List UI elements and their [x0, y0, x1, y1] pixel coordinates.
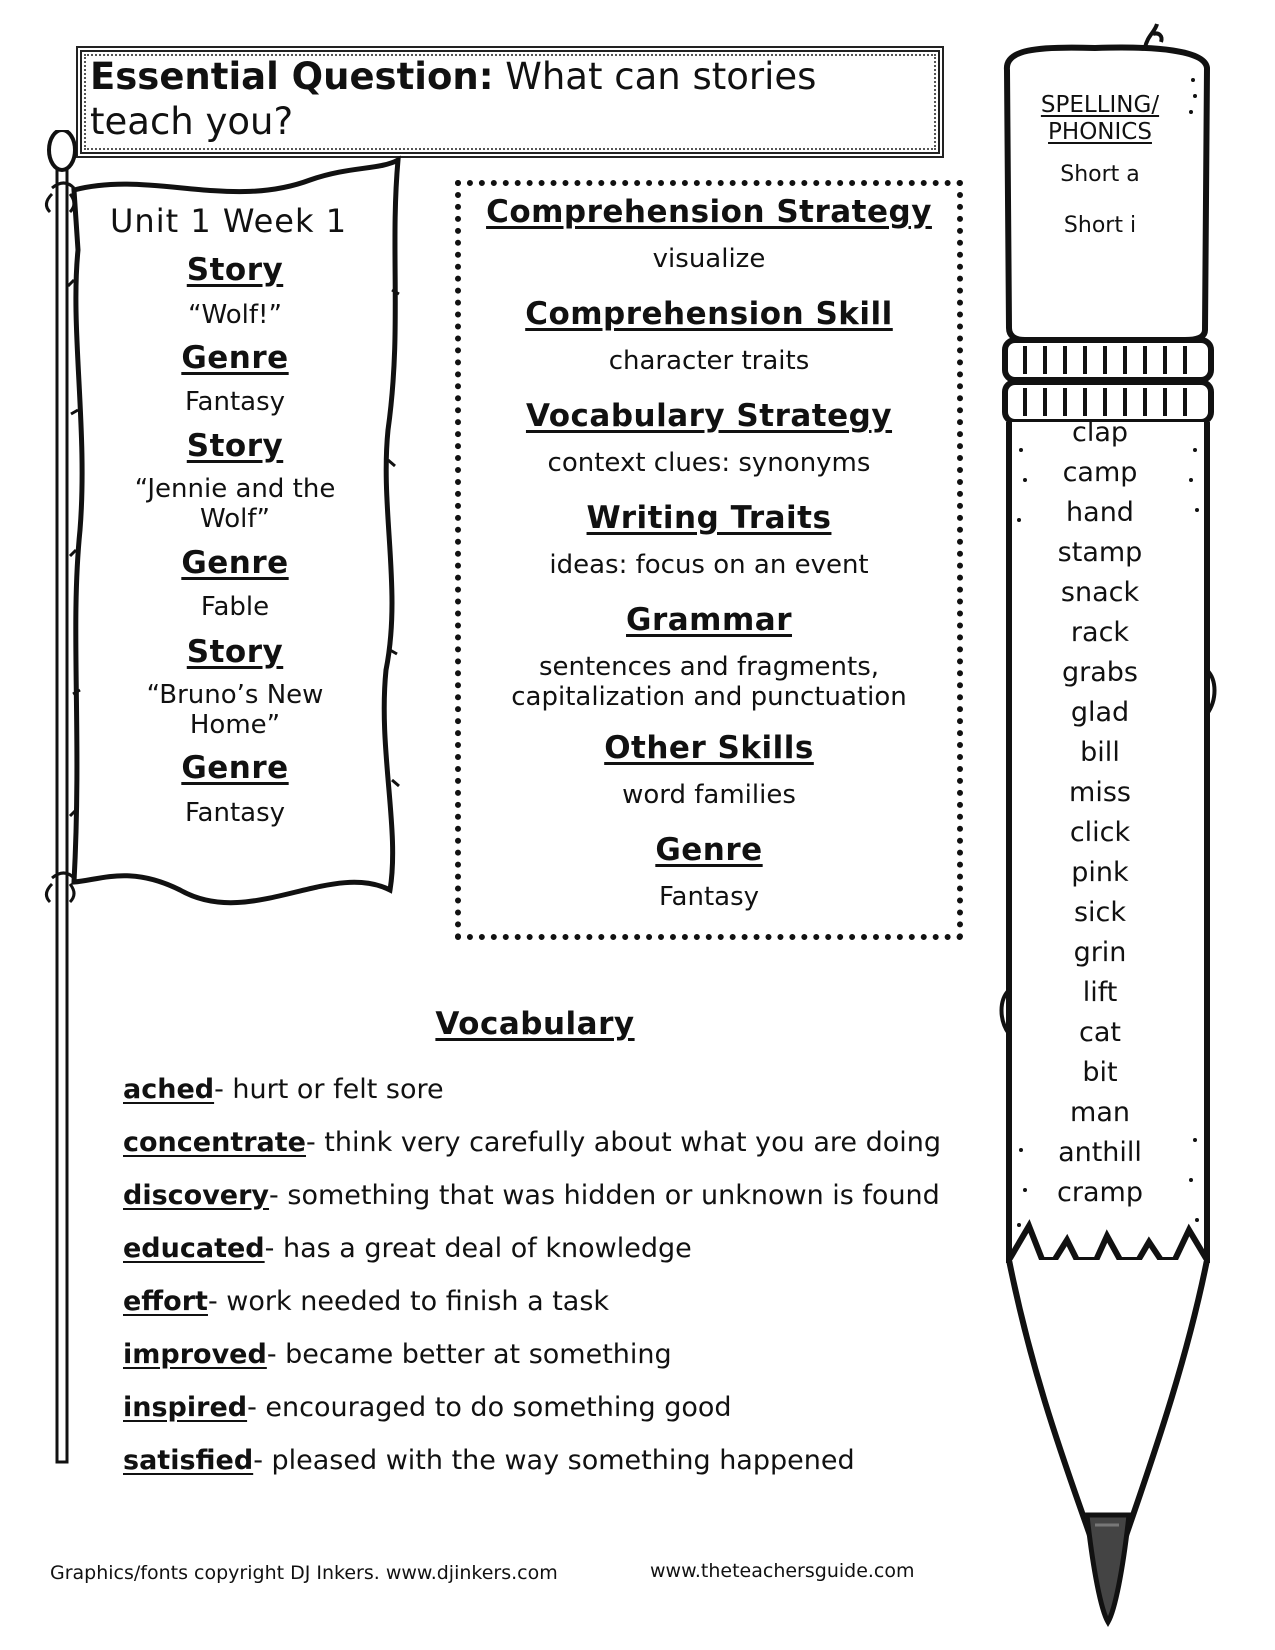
- spelling-word: man: [1070, 1097, 1130, 1128]
- story-title-2: “Jennie and the Wolf”: [134, 474, 336, 534]
- spelling-heading-line2: PHONICS: [1048, 119, 1152, 145]
- story-heading-1: Story: [186, 252, 284, 288]
- vocab-word: effort: [123, 1286, 208, 1317]
- spelling-word: camp: [1062, 457, 1138, 488]
- vocab-row: [123, 1391, 963, 1425]
- skill-value-writing-traits: ideas: focus on an event: [549, 550, 869, 580]
- spelling-word: grin: [1073, 937, 1127, 968]
- vocab-row: [123, 1073, 963, 1107]
- spelling-word: glad: [1070, 697, 1130, 728]
- spelling-word: snack: [1060, 577, 1140, 608]
- spelling-word: click: [1069, 817, 1131, 848]
- vocab-word: improved: [123, 1339, 267, 1370]
- skill-value-comprehension-strategy: visualize: [652, 244, 766, 274]
- skill-heading-grammar: Grammar: [626, 602, 792, 638]
- skill-heading-comprehension-skill: Comprehension Skill: [525, 296, 893, 332]
- spelling-word: anthill: [1058, 1137, 1142, 1168]
- vocab-definition: - something that was hidden or unknown is found: [269, 1180, 940, 1211]
- vocab-definition: - encouraged to do something good: [247, 1392, 732, 1423]
- skill-heading-genre: Genre: [655, 832, 763, 868]
- spelling-word: cat: [1079, 1017, 1121, 1048]
- story-heading-2: Story: [186, 428, 284, 464]
- footer-copyright: Graphics/fonts copyright DJ Inkers. www.djinkers.com: [50, 1562, 558, 1584]
- spelling-word: lift: [1082, 977, 1118, 1008]
- vocab-definition: - work needed to finish a task: [207, 1286, 610, 1317]
- genre-value-1: Fantasy: [184, 387, 286, 417]
- spelling-word: bill: [1080, 737, 1120, 768]
- vocab-word: inspired: [123, 1392, 248, 1423]
- spelling-heading-line1: SPELLING/: [1040, 92, 1160, 118]
- skill-value-vocabulary-strategy: context clues: synonyms: [547, 448, 871, 478]
- genre-heading-2: Genre: [181, 545, 289, 581]
- spelling-word: clap: [1071, 417, 1129, 448]
- vocab-word: discovery: [123, 1180, 270, 1211]
- vocab-word: satisfied: [123, 1445, 254, 1476]
- genre-value-3: Fantasy: [184, 798, 286, 828]
- spelling-word: sick: [1073, 897, 1127, 928]
- spelling-word: pink: [1071, 857, 1129, 888]
- story-heading-3: Story: [186, 634, 284, 670]
- spelling-word: hand: [1066, 497, 1134, 528]
- spelling-pattern: Short i: [1063, 213, 1137, 238]
- vocab-definition: - has a great deal of knowledge: [264, 1233, 692, 1264]
- essential-question-text: What can stories teach you?: [90, 55, 817, 143]
- skill-value-grammar: sentences and fragments, capitalization and punctuation: [511, 652, 907, 712]
- story-title-1: “Wolf!”: [188, 300, 282, 330]
- vocab-row: [123, 1232, 963, 1266]
- spelling-pattern: Short a: [1060, 162, 1140, 187]
- vocab-definition: - pleased with the way something happened: [253, 1445, 855, 1476]
- vocab-word: ached: [123, 1074, 215, 1105]
- genre-value-2: Fable: [200, 592, 270, 622]
- spelling-word: grabs: [1062, 657, 1138, 688]
- vocab-word: educated: [123, 1233, 265, 1264]
- skill-heading-writing-traits: Writing Traits: [586, 500, 832, 536]
- vocab-row: [123, 1179, 963, 1213]
- spelling-word: rack: [1070, 617, 1130, 648]
- vocab-definition: - think very carefully about what you are doing: [305, 1127, 942, 1158]
- skill-heading-comprehension-strategy: Comprehension Strategy: [486, 194, 932, 230]
- skill-value-genre: Fantasy: [658, 882, 760, 912]
- skill-heading-vocabulary-strategy: Vocabulary Strategy: [525, 398, 893, 434]
- skill-heading-other-skills: Other Skills: [604, 730, 814, 766]
- genre-heading-3: Genre: [181, 750, 289, 786]
- footer-website: www.theteachersguide.com: [650, 1560, 915, 1582]
- unit-week-title: Unit 1 Week 1: [110, 202, 348, 240]
- spelling-word: bit: [1082, 1057, 1118, 1088]
- vocabulary-title: Vocabulary: [435, 1006, 635, 1042]
- vocab-definition: - became better at something: [266, 1339, 672, 1370]
- spelling-word: cramp: [1057, 1177, 1143, 1208]
- spelling-word: stamp: [1057, 537, 1143, 568]
- spelling-word: miss: [1069, 777, 1131, 808]
- vocab-row: [123, 1126, 963, 1160]
- skill-value-other-skills: word families: [622, 780, 796, 810]
- vocab-row: [123, 1285, 963, 1319]
- story-title-3: “Bruno’s New Home”: [146, 680, 324, 740]
- vocab-word: concentrate: [123, 1127, 306, 1158]
- essential-question-label: Essential Question:: [90, 55, 494, 98]
- vocab-definition: - hurt or felt sore: [214, 1074, 444, 1105]
- vocab-row: [123, 1338, 963, 1372]
- genre-heading-1: Genre: [181, 340, 289, 376]
- skill-value-comprehension-skill: character traits: [608, 346, 810, 376]
- vocab-row: [123, 1444, 963, 1478]
